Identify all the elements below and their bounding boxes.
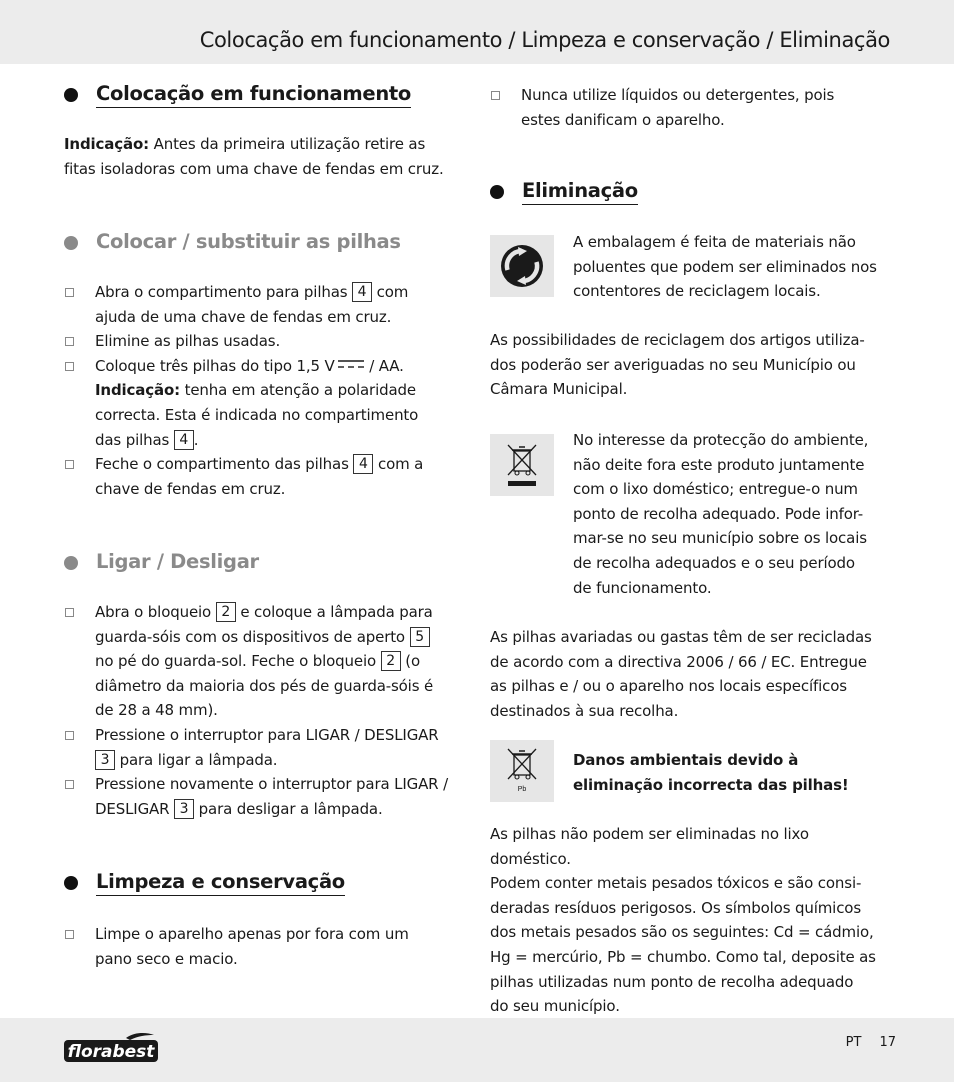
- packaging-text: A embalagem é feita de materiais não poluentes que podem ser eliminados nos contentores de reciclagem locais.: [573, 233, 877, 301]
- list-item: Coloque três pilhas do tipo 1,5 V / AA. Indicação: tenha em atenção a polaridade correcta. Esta é indicada no compartimento das pilhas 4 .: [64, 354, 466, 452]
- checkbox-square-icon: [65, 362, 74, 371]
- list-item: Nunca utilize líquidos ou detergentes, pois estes danificam o aparelho.: [490, 83, 892, 132]
- bullet-dot: [64, 88, 78, 102]
- part-reference: 2: [216, 602, 236, 622]
- list-item: Pressione o interruptor para LIGAR / DESLIGAR 3 para ligar a lâmpada.: [64, 723, 466, 772]
- page-number: 17: [879, 1035, 896, 1050]
- bullet-dot: [490, 185, 504, 199]
- checkbox-square-icon: [65, 460, 74, 469]
- cleaning-list: [64, 922, 466, 971]
- footer-meta: [846, 1035, 896, 1050]
- section-heading-ligar: Ligar / Desligar: [64, 550, 259, 575]
- part-reference: 2: [381, 651, 401, 671]
- note-label: Indicação:: [64, 135, 149, 153]
- section-heading-eliminacao: Eliminação: [490, 179, 638, 205]
- checkbox-square-icon: [65, 930, 74, 939]
- part-reference: 3: [95, 750, 115, 770]
- pb-label: Pb: [517, 786, 527, 793]
- warning-text: Danos ambientais devido à eliminação incorrecta das pilhas!: [573, 751, 849, 794]
- list-item: Pressione novamente o interruptor para LIGAR / DESLIGAR 3 para desligar a lâmpada.: [64, 772, 466, 821]
- part-reference: 5: [410, 627, 430, 647]
- switch-steps-list: [64, 600, 466, 821]
- checkbox-square-icon: [65, 337, 74, 346]
- checkbox-square-icon: [65, 288, 74, 297]
- language-code: PT: [845, 1035, 862, 1050]
- weee-text: No interesse da protecção do ambiente, não deite fora este produto juntamente com o lixo doméstico; entregue-o num ponto de recolha adequado. Pode infor- mar-se no seu município sobre os locais de recolha adequados e o seu período de funcionamento.: [573, 431, 869, 597]
- florabest-logo: [64, 1032, 160, 1062]
- checkbox-square-icon: [65, 731, 74, 740]
- crossed-bin-icon: [490, 434, 554, 496]
- battery-steps-list: [64, 280, 466, 501]
- checkbox-square-icon: [491, 91, 500, 100]
- checkbox-square-icon: [65, 780, 74, 789]
- part-reference: 4: [174, 430, 194, 450]
- part-reference: 4: [352, 282, 372, 302]
- list-item: Elimine as pilhas usadas.: [64, 329, 466, 354]
- list-item: Abra o compartimento para pilhas 4 com ajuda de uma chave de fendas em cruz.: [64, 280, 466, 329]
- list-item: Abra o bloqueio 2 e coloque a lâmpada para guarda-sóis com os dispositivos de aperto 5 no pé do guarda-sol. Feche o bloqueio 2 (o diâmetro da maioria dos pés de guarda-sóis é de 28 a 48 mm).: [64, 600, 466, 723]
- section-heading-limpeza: Limpeza e conservação: [64, 870, 345, 896]
- crossed-bin-pb-icon: [490, 740, 554, 802]
- svg-text:florabest: florabest: [67, 1042, 155, 1062]
- part-reference: 3: [174, 799, 194, 819]
- section-heading-colocacao: Colocação em funcionamento: [64, 82, 411, 108]
- note-paragraph: Indicação: Antes da primeira utilização retire as fitas isoladoras com uma chave de fendas em cruz.: [64, 135, 444, 178]
- bullet-dot: [64, 236, 78, 250]
- care-list: [490, 83, 892, 132]
- battery-directive-paragraph: As pilhas avariadas ou gastas têm de ser recicladas de acordo com a directiva 2006 / 66 / EC. Entregue as pilhas e / ou o aparelho nos locais específicos destinados à sua recolha.: [490, 628, 872, 720]
- part-reference: 4: [353, 454, 373, 474]
- checkbox-square-icon: [65, 608, 74, 617]
- direct-current-icon: [337, 358, 365, 370]
- recycling-paragraph: As possibilidades de reciclagem dos artigos utiliza- dos poderão ser averiguadas no seu Município ou Câmara Municipal.: [490, 331, 865, 399]
- section-heading-pilhas: Colocar / substituir as pilhas: [64, 230, 401, 255]
- bullet-dot: [64, 556, 78, 570]
- heavy-metals-paragraph: As pilhas não podem ser eliminadas no lixo doméstico. Podem conter metais pesados tóxicos e são consi- deradas resíduos perigosos. Os símbolos químicos dos metais pesados são os seguintes: Cd = cádmio, Hg = mercúrio, Pb = chumbo. Como tal, deposite as pilhas utilizadas num ponto de recolha adequado do seu município.: [490, 825, 876, 1016]
- bullet-dot: [64, 876, 78, 890]
- green-dot-recycling-icon: [490, 235, 554, 297]
- list-item: Limpe o aparelho apenas por fora com um pano seco e macio.: [64, 922, 466, 971]
- page-title: Colocação em funcionamento / Limpeza e conservação / Eliminação: [199, 28, 890, 52]
- list-item: Feche o compartimento das pilhas 4 com a chave de fendas em cruz.: [64, 452, 466, 501]
